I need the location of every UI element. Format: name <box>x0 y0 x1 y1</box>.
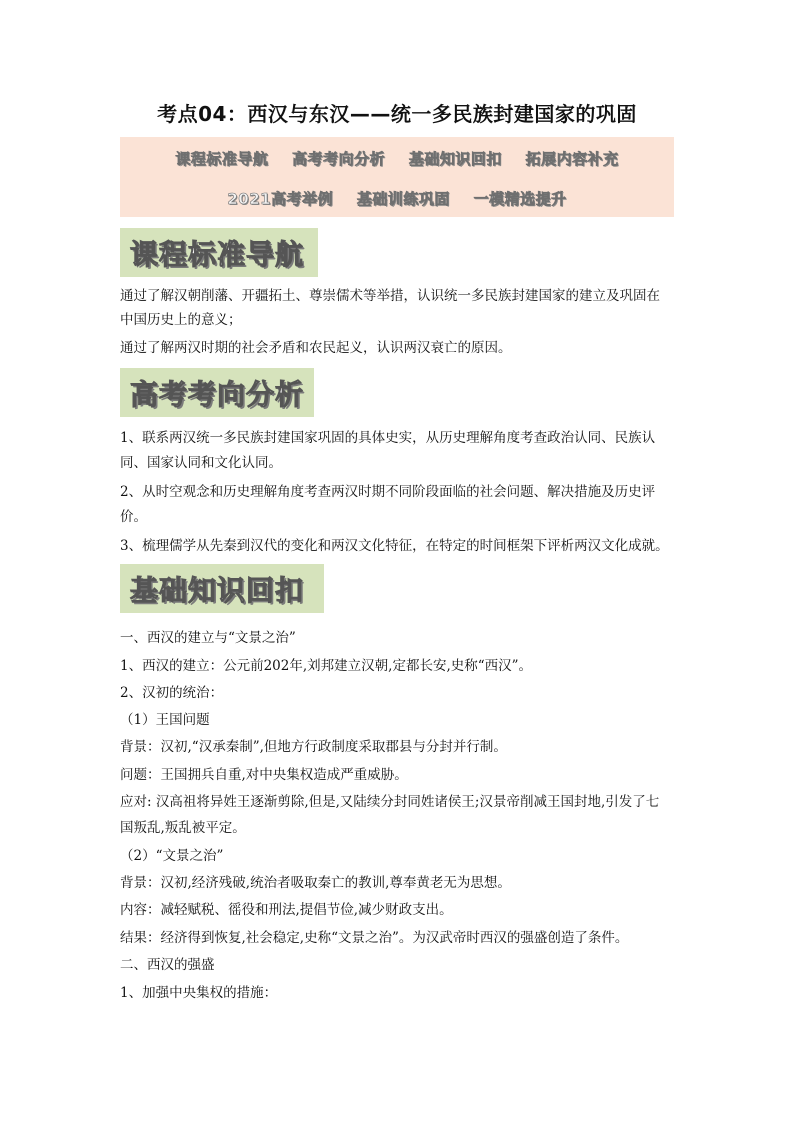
basics-line: 背景：汉初,经济残破,统治者吸取秦亡的教训,尊奉黄老无为思想。 <box>120 875 511 891</box>
basics-line: 内容：减轻赋税、徭役和刑法,提倡节俭,减少财政支出。 <box>120 902 453 918</box>
exam-line: 同、国家认同和文化认同。 <box>120 455 282 471</box>
nav-link-curriculum[interactable]: 课程标准导航 <box>175 150 269 168</box>
nav-box <box>120 137 674 217</box>
nav-row-1 <box>120 148 674 169</box>
section-heading-curriculum: 课程标准导航 <box>120 228 318 277</box>
basics-line: 结果：经济得到恢复,社会稳定,史称“文景之治”。为汉武帝时西汉的强盛创造了条件。 <box>120 930 629 946</box>
nav-link-2021-examples[interactable]: 2021高考举例 <box>227 190 334 208</box>
basics-line: 一、西汉的建立与“文景之治” <box>120 630 296 646</box>
nav-row-2 <box>120 188 674 209</box>
basics-line: （1）王国问题 <box>120 712 210 728</box>
basics-line: 1、加强中央集权的措施： <box>120 985 278 1001</box>
basics-line: 问题：王国拥兵自重,对中央集权造成严重威胁。 <box>120 767 408 783</box>
basics-line: 1、西汉的建立：公元前202年,刘邦建立汉朝,定都长安,史称“西汉”。 <box>120 658 533 674</box>
curriculum-line: 通过了解两汉时期的社会矛盾和农民起义，认识两汉衰亡的原因。 <box>120 340 512 356</box>
nav-link-exam-analysis[interactable]: 高考考向分析 <box>292 150 386 168</box>
nav-link-basics[interactable]: 基础知识回扣 <box>408 150 502 168</box>
basics-line: 国叛乱,叛乱被平定。 <box>120 820 246 836</box>
basics-line: 应对: 汉高祖将异姓王逐渐剪除,但是,又陆续分封同姓诸侯王;汉景帝削减王国封地,引发了七 <box>120 794 660 810</box>
section-heading-basics: 基础知识回扣 <box>120 564 324 613</box>
basics-line: 背景：汉初,“汉承秦制”,但地方行政制度采取郡县与分封并行制。 <box>120 739 507 755</box>
exam-line: 价。 <box>120 509 147 525</box>
exam-line: 3、梳理儒学从先秦到汉代的变化和两汉文化特征，在特定的时间框架下评析两汉文化成就。 <box>120 538 669 554</box>
nav-link-mock-selection[interactable]: 一模精选提升 <box>473 190 567 208</box>
basics-line: （2）“文景之治” <box>120 848 224 864</box>
exam-line: 2、从时空观念和历史理解角度考查两汉时期不同阶段面临的社会问题、解决措施及历史评 <box>120 484 656 500</box>
section-heading-exam-analysis: 高考考向分析 <box>120 368 314 417</box>
nav-link-training[interactable]: 基础训练巩固 <box>356 190 450 208</box>
curriculum-line: 通过了解汉朝削藩、开疆拓土、尊崇儒术等举措，认识统一多民族封建国家的建立及巩固在 <box>120 288 660 304</box>
basics-line: 2、汉初的统治： <box>120 685 224 701</box>
nav-link-extension[interactable]: 拓展内容补充 <box>525 150 619 168</box>
exam-line: 1、联系两汉统一多民族封建国家巩固的具体史实，从历史理解角度考查政治认同、民族认 <box>120 430 656 446</box>
curriculum-line: 中国历史上的意义； <box>120 312 242 328</box>
page-title: 考点04：西汉与东汉——统一多民族封建国家的巩固 <box>157 102 637 126</box>
basics-line: 二、西汉的强盛 <box>120 957 215 973</box>
